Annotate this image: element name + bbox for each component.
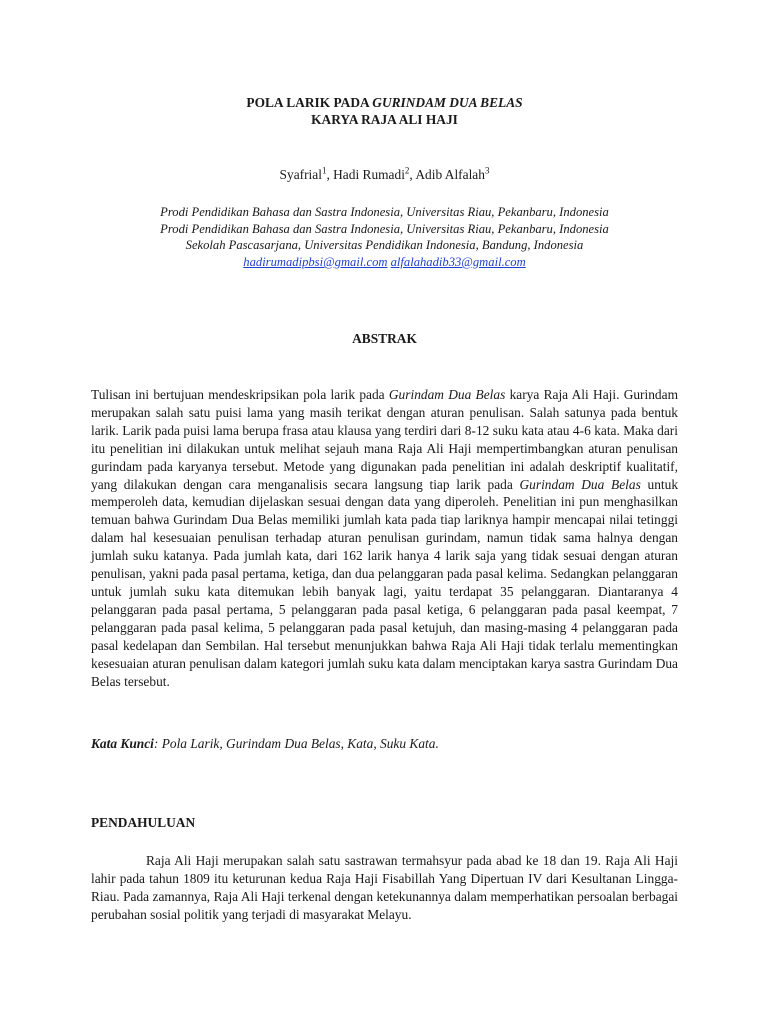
abstract-text: untuk memperoleh data, kemudian dijelaskan sesuai dengan data yang diperoleh. Penelitian ini pun menghasilkan temuan bahwa Gurindam Dua Belas memiliki jumlah kata pada tiap lariknya hampir mencapai nilai tetinggi dalam hal kesesuaian penulisan terhadap aturan penulisan gurindam, namun tidak sama halnya dengan jumlah suku katanya. Pada jumlah kata, dari 162 larik hanya 4 larik saja yang tidak sesuai dengan aturan penulisan, yakni pada pasal pertama, ketiga, dan dua pelanggaran pada pasal kelima. Sedangkan pelanggaran untuk jumlah suku kata ditemukan lebih banyak lagi, yaitu terdapat 35 pelanggaran. Diantaranya 4 pelanggaran pada pasal pertama, 5 pelanggaran pada pasal ketiga, 6 pelanggaran pada pasal keempat, 7 pelanggaran pada pasal kelima, 5 pelanggaran pada pasal ketujuh, dan masing-masing 4 pelanggaran pada pasal kedelapan dan Sembilan. Hal tersebut menunjukkan bahwa Raja Ali Haji tidak terlalu mementingkan kesesuaian aturan penulisan dalam kategori jumlah suku kata dalam menciptakan karya sastra Gurindam Dua Belas tersebut. (91, 476, 679, 689)
title-line-1 (91, 94, 678, 111)
email-link[interactable]: hadirumadipbsi@gmail.com (243, 255, 388, 269)
title-italic-part: GURINDAM DUA BELAS (372, 95, 523, 110)
section-heading-introduction: PENDAHULUAN (91, 815, 196, 830)
author-affiliation-mark: 3 (484, 165, 490, 176)
keywords-values: : Pola Larik, Gurindam Dua Belas, Kata, Suku Kata. (153, 736, 439, 751)
title-prefix: POLA LARIK PADA (246, 95, 369, 110)
introduction-body (91, 852, 678, 924)
author-affiliation-mark: 2 (404, 165, 410, 176)
abstract-italic-title: Gurindam Dua Belas (519, 476, 641, 492)
author-list: Syafrial$^1$, Hadi Rumadi$^2$, Adib Alfalah$^3$ (279, 165, 490, 182)
email-list (91, 254, 678, 271)
abstract-heading: ABSTRAK (352, 331, 417, 346)
affiliation-line: Sekolah Pascasarjana, Universitas Pendidikan Indonesia, Bandung, Indonesia (185, 238, 584, 252)
affiliation-line: Prodi Pendidikan Bahasa dan Sastra Indonesia, Universitas Riau, Pekanbaru, Indonesia (160, 221, 609, 236)
author-name: Adib Alfalah (415, 167, 485, 182)
affiliation-list (91, 204, 678, 254)
keywords (91, 735, 678, 752)
introduction-paragraph: Raja Ali Haji merupakan salah satu sastrawan termahsyur pada abad ke 18 dan 19. Raja Ali Haji lahir pada tahun 1809 itu keturunan kedua Raja Haji Fisabillah Yang Dipertuan IV dari Kesultanan Lingga-Riau. Pada zamannya, Raja Ali Haji terkenal dengan ketekunannya dalam memperhatikan persoalan berbagai perubahan sosial politik yang terjadi di masyarakat Melayu. (91, 853, 678, 922)
abstract-paragraph (91, 386, 678, 690)
author-affiliation-mark: 1 (321, 165, 327, 176)
affiliation-line: Prodi Pendidikan Bahasa dan Sastra Indonesia, Universitas Riau, Pekanbaru, Indonesia (160, 205, 609, 219)
title-line-2: KARYA RAJA ALI HAJI (311, 112, 458, 127)
abstract-italic-title: Gurindam Dua Belas (388, 387, 506, 402)
keywords-label: Kata Kunci (91, 736, 154, 751)
paper-title (91, 94, 678, 128)
document-page (91, 0, 678, 1024)
author-name: Hadi Rumadi (333, 167, 405, 182)
abstract-text: karya Raja Ali Haji. Gurindam merupakan salah satu puisi lama yang masih terikat dengan aturan penulisan. Salah satunya pada bentuk larik. Larik pada puisi lama berupa frasa atau klausa yang terdiri dari 8-12 suku kata atau 4-6 kata. Maka dari itu penelitian ini dilakukan untuk melihat sejauh mana Raja Ali Haji mempertimbangkan aturan penulisan gurindam pada karyanya tersebut. Metode yang digunakan pada penelitian ini adalah deskriptif kualitatif, yang dilakukan dengan cara menganalisis secara langsung tiap larik pada (91, 387, 678, 492)
author-name: Syafrial (279, 167, 322, 182)
email-link[interactable]: alfalahadib33@gmail.com (390, 255, 526, 269)
abstract-body (91, 386, 678, 690)
abstract-text: Tulisan ini bertujuan mendeskripsikan pola larik pada (91, 387, 389, 402)
